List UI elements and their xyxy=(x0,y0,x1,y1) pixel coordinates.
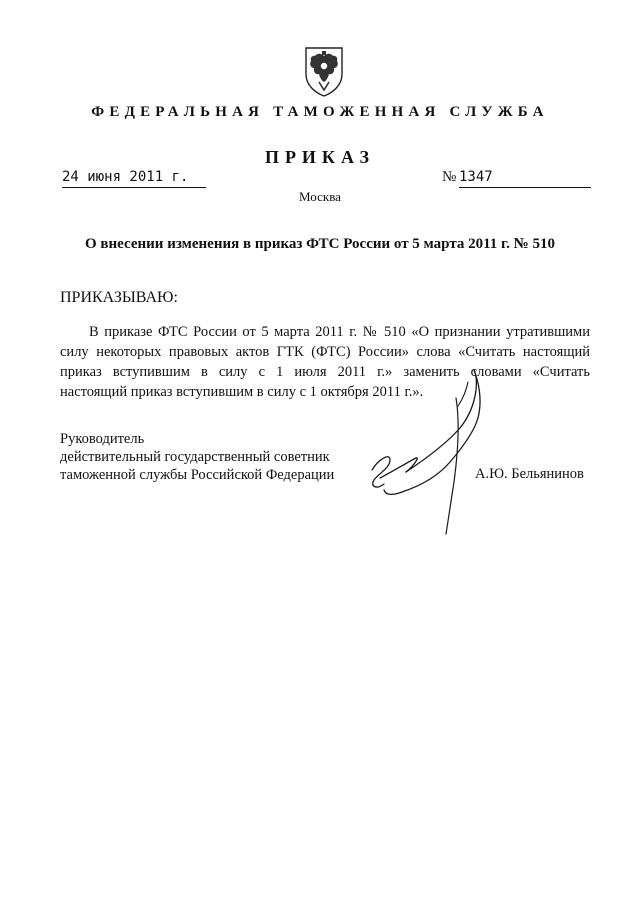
order-word: ПРИКАЗЫВАЮ: xyxy=(60,289,178,306)
document-date: 24 июня 2011 г. xyxy=(62,168,206,188)
number-label: № xyxy=(442,169,457,185)
document-number: 1347 xyxy=(459,168,591,188)
coat-of-arms-icon xyxy=(302,44,346,98)
body-line: В приказе ФТС России от 5 марта 2011 г. № 510 «О признании утратившими xyxy=(89,324,590,340)
position-line: таможенной службы Российской Федерации xyxy=(60,467,335,483)
signatory-name: А.Ю. Бельянинов xyxy=(475,466,584,482)
document-type: ПРИКАЗ xyxy=(264,147,376,167)
body-line: приказ вступившим в силу с 1 июля 2011 г.» заменить словами «Считать xyxy=(60,364,590,380)
city: Москва xyxy=(299,189,341,204)
handwritten-signature-icon xyxy=(350,362,530,540)
body-line: настоящий приказ вступившим в силу с 1 октября 2011 г.». xyxy=(60,384,424,400)
position-line: Руководитель xyxy=(60,431,145,447)
position-line: действительный государственный советник xyxy=(60,449,330,465)
document-title: О внесении изменения в приказ ФТС России от 5 марта 2011 г. № 510 xyxy=(85,236,555,252)
body-line: силу некоторых правовых актов ГТК (ФТС) России» слова «Считать настоящий xyxy=(60,344,590,360)
agency-name: ФЕДЕРАЛЬНАЯ ТАМОЖЕННАЯ СЛУЖБА xyxy=(91,104,549,120)
signatory-position xyxy=(60,430,334,484)
